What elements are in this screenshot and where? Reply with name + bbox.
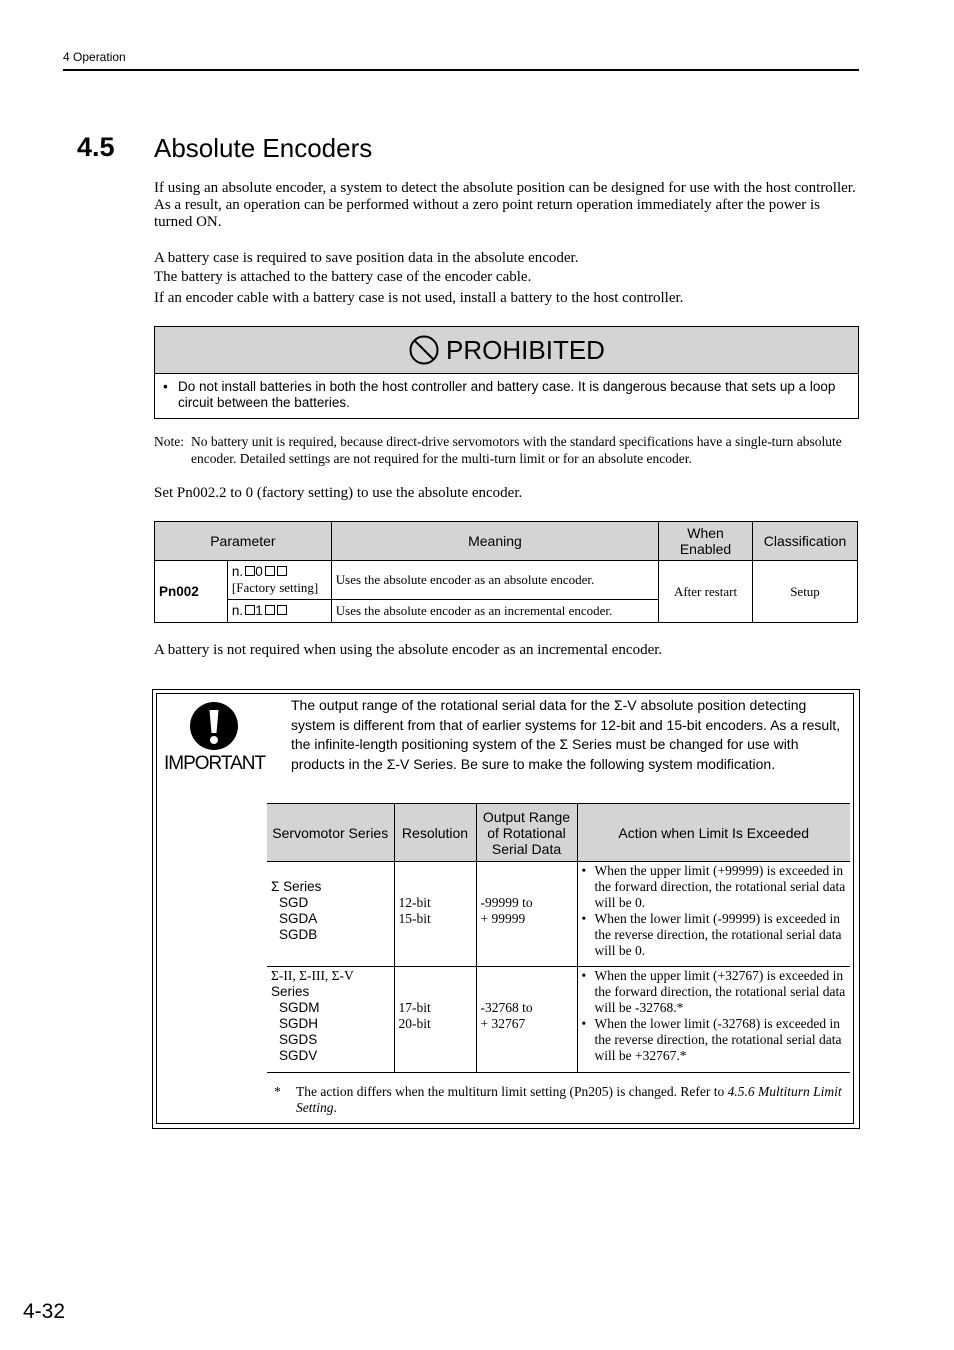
action-cell	[577, 967, 850, 1073]
header-action: Action when Limit Is Exceeded	[577, 804, 850, 862]
series-title-2: Series	[271, 984, 310, 999]
resolution-value: 20-bit	[398, 1016, 431, 1031]
exclamation-icon	[190, 702, 238, 750]
prohibited-header	[155, 327, 858, 374]
parameter-number: Pn002	[155, 561, 228, 623]
footnote-text: The action differs when the multiturn limit setting (Pn205) is changed. Refer to	[296, 1084, 728, 1099]
header-meaning: Meaning	[331, 522, 658, 561]
bullet-icon: •	[163, 379, 168, 394]
action-text: When the upper limit (+32767) is exceeded in the forward direction, the rotational serial data will be -32768.*	[594, 968, 846, 1015]
series-table	[267, 803, 850, 1073]
resolution-value: 15-bit	[398, 911, 431, 926]
series-cell	[267, 967, 394, 1073]
list-item: • When the upper limit (+99999) is exceeded in the forward direction, the rotational serial data will be 0.	[581, 863, 846, 910]
setting-factory	[227, 561, 331, 600]
footnote-body	[296, 1084, 849, 1116]
prohibited-box	[154, 326, 859, 419]
footnote-mark: *	[274, 1084, 281, 1099]
set-instruction: Set Pn002.2 to 0 (factory setting) to use the absolute encoder.	[154, 485, 523, 501]
classification-value: Setup	[753, 561, 858, 623]
header-rule	[63, 69, 859, 71]
model-sgdv: SGDV	[279, 1048, 318, 1063]
section-number: 4.5	[77, 132, 115, 162]
model-sgd: SGD	[279, 895, 309, 910]
header-output-range: Output Range of Rotational Serial Data	[476, 804, 577, 862]
note	[154, 434, 859, 467]
setting-digit: 1	[255, 603, 263, 618]
parameter-table	[154, 521, 858, 623]
meaning-absolute: Uses the absolute encoder as an absolute encoder.	[331, 561, 658, 600]
setting-prefix: n.	[231, 564, 244, 579]
note-text: No battery unit is required, because direct-drive servomotors with the standard specifications have a single-turn absolute encoder. Detailed settings are not required for the multi-turn limit or for an absolute encoder.	[191, 434, 842, 466]
intro-paragraph-2-line-1: A battery case is required to save position data in the absolute encoder.	[154, 250, 579, 266]
page-number: 4-32	[23, 1300, 66, 1323]
model-sgds: SGDS	[279, 1032, 318, 1047]
box-icon	[265, 566, 275, 576]
factory-setting-label: [Factory setting]	[231, 580, 319, 595]
list-item: • When the lower limit (-99999) is exceeded in the reverse direction, the rotational serial data will be 0.	[582, 911, 847, 959]
prohibited-text: Do not install batteries in both the host controller and battery case. It is dangerous because that sets up a loop circuit between the batteries.	[178, 379, 836, 410]
when-enabled-value: After restart	[659, 561, 753, 623]
intro-paragraph-2	[154, 250, 859, 286]
action-text: When the lower limit (-99999) is exceeded in the reverse direction, the rotational serial data will be 0.	[594, 911, 842, 958]
model-sgda: SGDA	[279, 911, 318, 926]
action-text: When the upper limit (+99999) is exceeded in the forward direction, the rotational serial data will be 0.	[594, 863, 846, 910]
box-icon	[277, 605, 287, 615]
box-icon	[245, 566, 255, 576]
intro-paragraph-3: If an encoder cable with a battery case is not used, install a battery to the host controller.	[154, 290, 684, 306]
action-cell	[577, 862, 850, 967]
running-header: 4 Operation	[63, 50, 126, 64]
list-item: • When the upper limit (+32767) is exceeded in the forward direction, the rotational serial data will be -32768.*	[581, 968, 846, 1015]
intro-paragraph-2-line-2: The battery is attached to the battery case of the encoder cable.	[154, 269, 532, 285]
table-row	[267, 967, 850, 1073]
model-sgdh: SGDH	[279, 1016, 319, 1031]
range-value: -99999 to	[480, 895, 533, 910]
battery-note: A battery is not required when using the absolute encoder as an incremental encoder.	[154, 642, 663, 658]
resolution-value: 12-bit	[398, 895, 431, 910]
important-text: The output range of the rotational serial data for the Σ-V absolute position detecting system is different from that of earlier systems for 12-bit and 15-bit encoders. As a result, the infinite-length positioning system of the Σ Series must be changed for use with products in the Σ-V Series. Be sure to make the following system modification.	[291, 697, 841, 772]
footnote-end: .	[333, 1100, 337, 1115]
series-title: Σ Series	[271, 879, 322, 894]
series-title: Σ-II, Σ-III, Σ-V	[271, 968, 354, 983]
section-title: Absolute Encoders	[154, 133, 373, 163]
intro-paragraph-1: If using an absolute encoder, a system to detect the absolute position can be designed for use with the host controller. As a result, an operation can be performed without a zero point return operation immediately after the power is turned ON.	[154, 180, 856, 230]
series-cell	[267, 862, 394, 967]
range-value: + 32767	[480, 1016, 526, 1031]
header-parameter: Parameter	[155, 522, 332, 561]
range-cell	[476, 967, 577, 1073]
range-cell	[476, 862, 577, 967]
header-servomotor-series: Servomotor Series	[267, 804, 394, 862]
model-sgdb: SGDB	[279, 927, 318, 942]
box-icon	[265, 605, 275, 615]
range-value: -32768 to	[480, 1000, 533, 1015]
footnote	[274, 1084, 849, 1116]
range-value: + 99999	[480, 911, 526, 926]
prohibited-body	[155, 374, 858, 411]
table-row	[267, 862, 850, 967]
footnote-reference: 4.5.6 Multiturn Limit Setting	[296, 1084, 842, 1115]
note-label: Note:	[154, 434, 184, 449]
action-text: When the lower limit (-32768) is exceeded in the reverse direction, the rotational serial data will be +32767.*	[594, 1016, 842, 1063]
meaning-incremental: Uses the absolute encoder as an incremental encoder.	[331, 600, 658, 623]
list-item: • When the lower limit (-32768) is exceeded in the reverse direction, the rotational serial data will be +32767.*	[582, 1016, 847, 1064]
setting-prefix: n.	[231, 603, 244, 618]
setting-digit: 0	[255, 564, 263, 579]
prohibited-icon	[408, 334, 440, 366]
setting-incremental	[227, 600, 331, 623]
resolution-cell	[394, 862, 476, 967]
resolution-cell	[394, 967, 476, 1073]
model-sgdm: SGDM	[279, 1000, 320, 1015]
header-classification: Classification	[753, 522, 858, 561]
box-icon	[277, 566, 287, 576]
box-icon	[245, 605, 255, 615]
prohibited-label: PROHIBITED	[446, 334, 605, 365]
header-resolution: Resolution	[394, 804, 476, 862]
header-when-enabled: When Enabled	[659, 522, 753, 561]
important-label: IMPORTANT	[164, 753, 266, 774]
resolution-value: 17-bit	[398, 1000, 431, 1015]
